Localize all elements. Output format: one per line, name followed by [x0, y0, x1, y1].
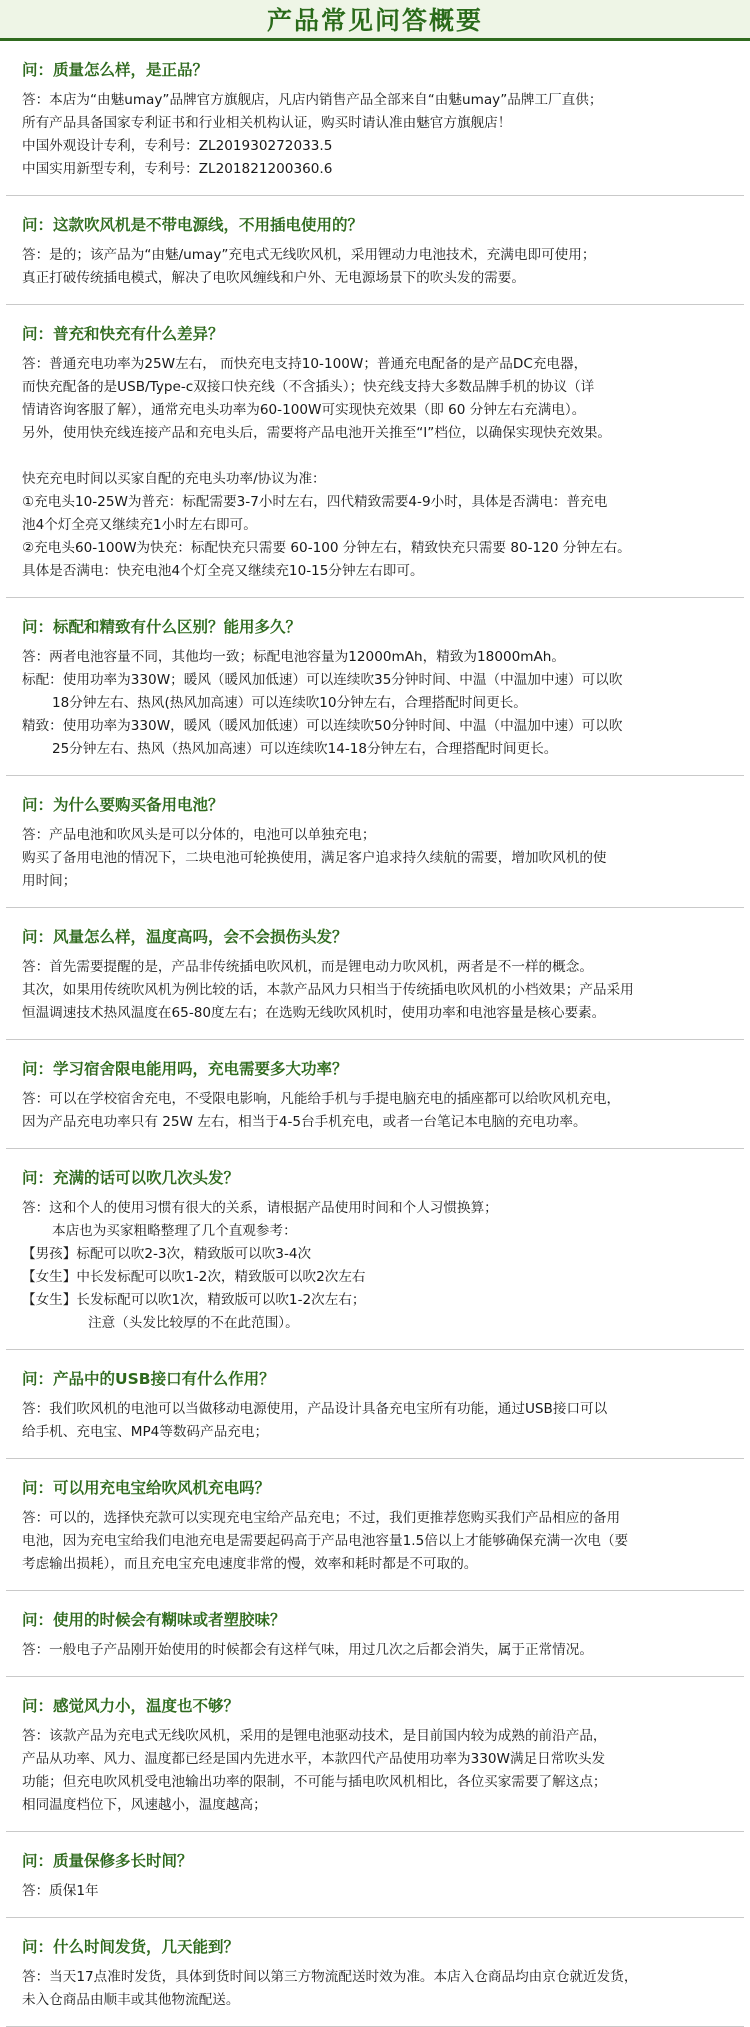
answer-line: 相同温度档位下，风速越小，温度越高； [22, 1797, 267, 1813]
faq-question: 问：风量怎么样，温度高吗，会不会损伤头发？ [22, 928, 348, 946]
faq-item [6, 776, 744, 908]
answer-line: 用时间； [22, 873, 77, 889]
answer-line: 本店也为买家粗略整理了几个直观参考： [52, 1223, 297, 1239]
answer-line: 答：可以在学校宿舍充电，不受限电影响，凡能给手机与手提电脑充电的插座都可以给吹风机充电， [22, 1091, 621, 1107]
faq-question: 问：这款吹风机是不带电源线，不用插电使用的？ [22, 216, 364, 234]
faq-question: 问：使用的时候会有糊味或者塑胶味？ [22, 1611, 286, 1629]
answer-line: 而快充配备的是USB/Type-c双接口快充线（不含插头）；快充线支持大多数品牌手机的协议（详 [22, 379, 595, 395]
answer-line: 标配：使用功率为330W；暖风（暖风加低速）可以连续吹35分钟时间、中温（中温加中速）可以吹 [22, 672, 623, 688]
answer-line: ①充电头10-25W为普充：标配需要3-7小时左右，四代精致需要4-9小时，具体是否满电：普充电 [22, 494, 608, 510]
answer-line: 【女生】长发标配可以吹1次，精致版可以吹1-2次左右； [22, 1292, 366, 1308]
faq-question: 问：感觉风力小，温度也不够？ [22, 1697, 240, 1715]
faq-answer [22, 1398, 728, 1444]
answer-line: 答：普通充电功率为25W左右， 而快充电支持10-100W；普通充电配备的是产品DC充电器， [22, 356, 588, 372]
answer-line: 18分钟左右、热风(热风加高速）可以连续吹10分钟左右，合理搭配时间更长。 [52, 695, 527, 711]
faq-answer [22, 244, 728, 290]
answer-line: 答：是的；该产品为“由魅/umay”充电式无线吹风机，采用锂动力电池技术，充满电即可使用； [22, 247, 596, 263]
answer-line: 答：产品电池和吹风头是可以分体的，电池可以单独充电； [22, 827, 376, 843]
faq-item [6, 598, 744, 776]
answer-line: 答：这和个人的使用习惯有很大的关系，请根据产品使用时间和个人习惯换算； [22, 1200, 498, 1216]
faq-item [6, 1591, 744, 1677]
answer-line: 所有产品具备国家专利证书和行业相关机构认证，购买时请认准由魅官方旗舰店！ [22, 115, 512, 131]
answer-line: 另外，使用快充线连接产品和充电头后，需要将产品电池开关推至“Ⅰ”档位，以确保实现快充效果。 [22, 425, 612, 441]
faq-question: 问：质量保修多长时间？ [22, 1852, 193, 1870]
answer-line: 给手机、充电宝、MP4等数码产品充电； [22, 1424, 269, 1440]
faq-question: 问：学习宿舍限电能用吗，充电需要多大功率？ [22, 1060, 348, 1078]
faq-answer [22, 1639, 728, 1662]
faq-answer [22, 89, 728, 181]
faq-answer [22, 824, 728, 893]
faq-item [6, 196, 744, 305]
faq-question: 问：充满的话可以吹几次头发？ [22, 1169, 240, 1187]
faq-item [6, 1350, 744, 1459]
faq-answer [22, 1197, 728, 1335]
answer-line: 电池，因为充电宝给我们电池充电是需要起码高于产品电池容量1.5倍以上才能够确保充满一次电（要 [22, 1533, 629, 1549]
faq-question: 问：质量怎么样，是正品？ [22, 61, 209, 79]
answer-line: 答：可以的，选择快充款可以实现充电宝给产品充电；不过，我们更推荐您购买我们产品相应的备用 [22, 1510, 621, 1526]
faq-answer [22, 1880, 728, 1903]
answer-line: 【女生】中长发标配可以吹1-2次，精致版可以吹2次左右 [22, 1269, 366, 1285]
answer-line: 注意（头发比较厚的不在此范围）。 [88, 1315, 299, 1331]
faq-item [6, 1677, 744, 1832]
faq-item [6, 305, 744, 598]
faq-answer [22, 1088, 728, 1134]
answer-line: 情请咨询客服了解），通常充电头功率为60-100W可实现快充效果（即 60 分钟左右充满电）。 [22, 402, 586, 418]
faq-answer [22, 1507, 728, 1576]
faq-item [6, 41, 744, 196]
answer-line: 产品从功率、风力、温度都已经是国内先进水平，本款四代产品使用功率为330W满足日常吹头发 [22, 1751, 606, 1767]
faq-question: 问：产品中的USB接口有什么作用？ [22, 1370, 275, 1388]
answer-line: 其次，如果用传统吹风机为例比较的话，本款产品风力只相当于传统插电吹风机的小档效果；产品采用 [22, 982, 634, 998]
faq-question: 问：为什么要购买备用电池？ [22, 796, 224, 814]
answer-line: 答：首先需要提醒的是，产品非传统插电吹风机，而是锂电动力吹风机，两者是不一样的概念。 [22, 959, 593, 975]
page-title: 产品常见问答概要 [266, 6, 483, 35]
answer-line: 【男孩】标配可以吹2-3次，精致版可以吹3-4次 [22, 1246, 312, 1262]
header-banner [0, 0, 750, 41]
faq-list [0, 41, 750, 2027]
answer-line: 答：我们吹风机的电池可以当做移动电源使用，产品设计具备充电宝所有功能，通过USB接口可以 [22, 1401, 608, 1417]
faq-item [6, 1918, 744, 2027]
answer-line: 答：当天17点准时发货，具体到货时间以第三方物流配送时效为准。本店入仓商品均由京仓就近发货， [22, 1969, 638, 1985]
faq-question: 问：标配和精致有什么区别？能用多久？ [22, 618, 302, 636]
answer-line: 功能；但充电吹风机受电池输出功率的限制，不可能与插电吹风机相比，各位买家需要了解这点； [22, 1774, 607, 1790]
faq-item [6, 1040, 744, 1149]
faq-question: 问：什么时间发货，几天能到？ [22, 1938, 240, 1956]
faq-answer [22, 956, 728, 1025]
answer-line: 具体是否满电：快充电池4个灯全亮又继续充10-15分钟左右即可。 [22, 563, 424, 579]
answer-line: 真正打破传统插电模式，解决了电吹风缠线和户外、无电源场景下的吹头发的需要。 [22, 270, 525, 286]
answer-line: 答：本店为“由魅umay”品牌官方旗舰店，凡店内销售产品全部来自“由魅umay”品牌工厂直供； [22, 92, 603, 108]
answer-line: 因为产品充电功率只有 25W 左右，相当于4-5台手机充电，或者一台笔记本电脑的充电功率。 [22, 1114, 587, 1130]
faq-item [6, 1832, 744, 1918]
answer-line: 答：一般电子产品刚开始使用的时候都会有这样气味，用过几次之后都会消失，属于正常情况。 [22, 1642, 593, 1658]
answer-line: 答：该款产品为充电式无线吹风机，采用的是锂电池驱动技术，是目前国内较为成熟的前沿产品， [22, 1728, 607, 1744]
faq-answer [22, 353, 728, 583]
answer-line: 未入仓商品由顺丰或其他物流配送。 [22, 1992, 240, 2008]
answer-line: 答：质保1年 [22, 1883, 99, 1899]
answer-line: 恒温调速技术热风温度在65-80度左右；在选购无线吹风机时，使用功率和电池容量是核心要素。 [22, 1005, 606, 1021]
faq-question: 问：普充和快充有什么差异？ [22, 325, 224, 343]
faq-item [6, 1459, 744, 1591]
faq-item [6, 1149, 744, 1350]
answer-line: 答：两者电池容量不同，其他均一致；标配电池容量为12000mAh，精致为18000mAh。 [22, 649, 566, 665]
faq-answer [22, 1966, 728, 2012]
answer-line: ②充电头60-100W为快充：标配快充只需要 60-100 分钟左右，精致快充只需要 80-120 分钟左右。 [22, 540, 631, 556]
faq-answer [22, 1725, 728, 1817]
answer-line: 25分钟左右、热风（热风加高速）可以连续吹14-18分钟左右，合理搭配时间更长。 [52, 741, 558, 757]
faq-question: 问：可以用充电宝给吹风机充电吗？ [22, 1479, 271, 1497]
answer-line: 快充充电时间以买家自配的充电头功率/协议为准： [22, 471, 326, 487]
answer-line: 考虑输出损耗），而且充电宝充电速度非常的慢，效率和耗时都是不可取的。 [22, 1556, 478, 1572]
faq-answer [22, 646, 728, 761]
answer-line: 中国实用新型专利，专利号：ZL201821200360.6 [22, 161, 333, 177]
answer-line [22, 445, 728, 468]
answer-line: 中国外观设计专利，专利号：ZL201930272033.5 [22, 138, 333, 154]
faq-item [6, 908, 744, 1040]
answer-line: 精致：使用功率为330W，暖风（暖风加低速）可以连续吹50分钟时间、中温（中温加中速）可以吹 [22, 718, 623, 734]
answer-line: 池4个灯全亮又继续充1小时左右即可。 [22, 517, 257, 533]
answer-line: 购买了备用电池的情况下，二块电池可轮换使用，满足客户追求持久续航的需要，增加吹风机的使 [22, 850, 607, 866]
